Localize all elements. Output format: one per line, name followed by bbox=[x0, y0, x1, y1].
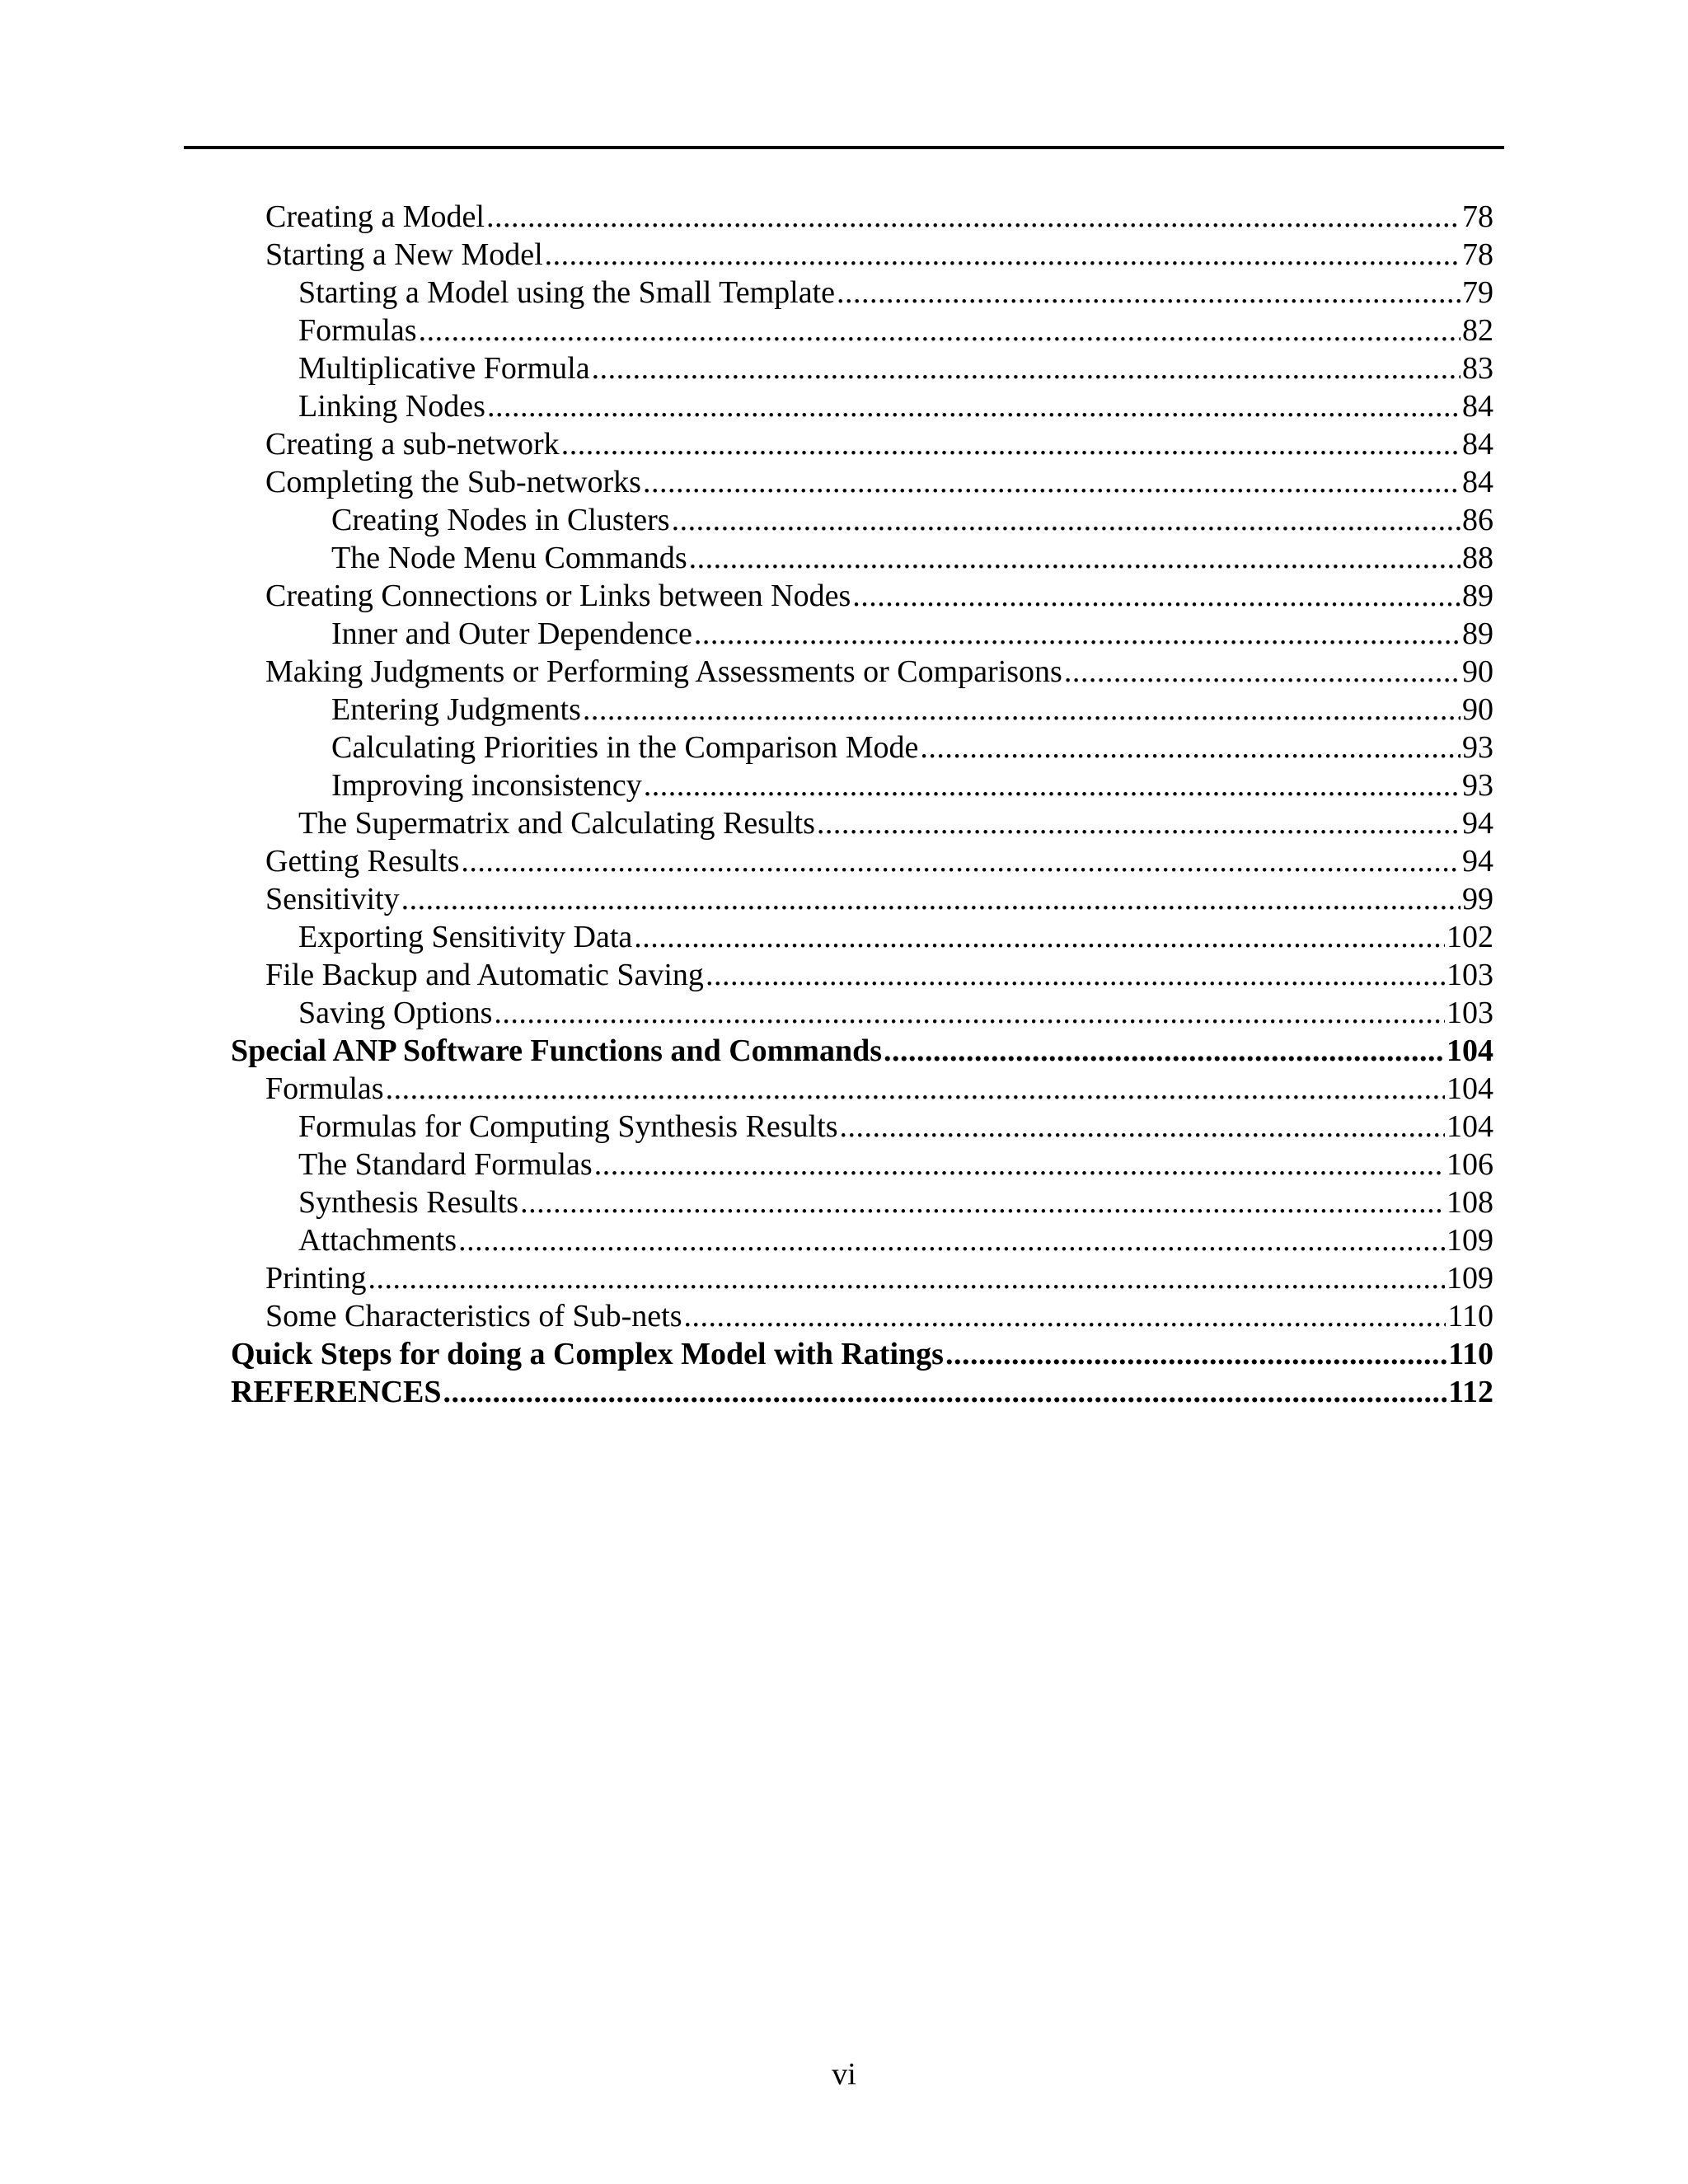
toc-entry-title: Inner and Outer Dependence bbox=[331, 616, 692, 651]
toc-entry[interactable] bbox=[231, 236, 1493, 274]
toc-entry-title: The Standard Formulas bbox=[298, 1147, 593, 1182]
toc-leader-dots bbox=[689, 539, 1461, 577]
toc-entry-title: Entering Judgments bbox=[331, 692, 581, 727]
toc-entry-title: The Supermatrix and Calculating Results bbox=[298, 806, 815, 841]
toc-entry-title: Improving inconsistency bbox=[331, 768, 642, 803]
toc-leader-dots bbox=[643, 463, 1461, 501]
toc-entry-page: 82 bbox=[1462, 313, 1493, 348]
toc-leader-dots bbox=[837, 274, 1461, 312]
toc-entry[interactable] bbox=[231, 1297, 1493, 1335]
toc-entry-title: Synthesis Results bbox=[298, 1185, 519, 1220]
toc-leader-dots bbox=[520, 1183, 1445, 1221]
toc-entry-title: Formulas bbox=[298, 313, 417, 348]
toc-entry-title: Some Characteristics of Sub-nets bbox=[265, 1299, 682, 1333]
toc-entry-page: 84 bbox=[1462, 427, 1493, 462]
toc-leader-dots bbox=[494, 994, 1445, 1032]
toc-entry-title: Formulas for Computing Synthesis Results bbox=[298, 1109, 838, 1144]
toc-leader-dots bbox=[706, 956, 1445, 994]
toc-leader-dots bbox=[634, 918, 1445, 956]
toc-entry[interactable] bbox=[231, 1146, 1493, 1183]
toc-entry[interactable] bbox=[231, 274, 1493, 312]
toc-entry[interactable] bbox=[231, 387, 1493, 425]
toc-entry[interactable] bbox=[231, 956, 1493, 994]
toc-entry-page: 90 bbox=[1462, 692, 1493, 727]
toc-entry-page: 89 bbox=[1462, 579, 1493, 613]
toc-leader-dots bbox=[945, 1335, 1447, 1373]
toc-entry-title: Creating a Model bbox=[265, 199, 485, 234]
toc-entry-title: Quick Steps for doing a Complex Model with Ratings bbox=[231, 1337, 944, 1371]
toc-entry-title: Exporting Sensitivity Data bbox=[298, 920, 633, 954]
toc-leader-dots bbox=[884, 1032, 1445, 1070]
toc-entry-title: File Backup and Automatic Saving bbox=[265, 958, 704, 992]
toc-entry[interactable] bbox=[231, 1259, 1493, 1297]
toc-leader-dots bbox=[684, 1297, 1447, 1335]
toc-entry-page: 86 bbox=[1462, 503, 1493, 537]
toc-entry-page: 90 bbox=[1462, 654, 1493, 689]
toc-leader-dots bbox=[561, 425, 1461, 463]
header-rule bbox=[184, 146, 1504, 149]
toc-entry-title: Starting a New Model bbox=[265, 237, 543, 272]
toc-entry-title: Creating a sub-network bbox=[265, 427, 560, 462]
toc-entry-title: Creating Connections or Links between Nodes bbox=[265, 579, 851, 613]
toc-entry[interactable] bbox=[231, 1221, 1493, 1259]
toc-entry-page: 94 bbox=[1462, 806, 1493, 841]
toc-entry-page: 93 bbox=[1462, 768, 1493, 803]
toc-entry[interactable] bbox=[231, 501, 1493, 539]
toc-entry-title: Linking Nodes bbox=[298, 389, 485, 424]
table-of-contents bbox=[231, 198, 1493, 1411]
toc-entry[interactable] bbox=[231, 349, 1493, 387]
toc-entry-page: 83 bbox=[1462, 351, 1493, 386]
toc-entry-page: 78 bbox=[1462, 237, 1493, 272]
toc-entry[interactable] bbox=[231, 198, 1493, 236]
toc-entry-title: Making Judgments or Performing Assessments or Comparisons bbox=[265, 654, 1062, 689]
toc-entry-page: 112 bbox=[1448, 1375, 1493, 1409]
toc-entry[interactable] bbox=[231, 615, 1493, 653]
toc-entry-page: 84 bbox=[1462, 465, 1493, 499]
toc-entry[interactable] bbox=[231, 653, 1493, 691]
toc-entry-page: 84 bbox=[1462, 389, 1493, 424]
toc-leader-dots bbox=[644, 766, 1461, 804]
toc-entry-title: Calculating Priorities in the Comparison Mode bbox=[331, 730, 919, 765]
toc-entry-title: Sensitivity bbox=[265, 882, 400, 916]
toc-entry[interactable] bbox=[231, 312, 1493, 349]
toc-leader-dots bbox=[839, 1108, 1445, 1146]
toc-entry-page: 109 bbox=[1447, 1223, 1493, 1258]
toc-entry[interactable] bbox=[231, 1183, 1493, 1221]
toc-entry-page: 108 bbox=[1447, 1185, 1493, 1220]
toc-leader-dots bbox=[401, 880, 1461, 918]
toc-entry-title: REFERENCES bbox=[231, 1375, 442, 1409]
toc-entry-title: Printing bbox=[265, 1261, 367, 1296]
toc-entry-page: 79 bbox=[1462, 275, 1493, 310]
toc-entry-title: Multiplicative Formula bbox=[298, 351, 590, 386]
toc-entry[interactable] bbox=[231, 1108, 1493, 1146]
toc-entry-title: Saving Options bbox=[298, 996, 493, 1030]
toc-entry-page: 102 bbox=[1447, 920, 1493, 954]
toc-entry-title: Attachments bbox=[298, 1223, 457, 1258]
page-number: vi bbox=[832, 2057, 856, 2092]
toc-entry[interactable] bbox=[231, 994, 1493, 1032]
toc-leader-dots bbox=[486, 198, 1461, 236]
toc-entry[interactable] bbox=[231, 918, 1493, 956]
toc-leader-dots bbox=[594, 1146, 1445, 1183]
toc-entry[interactable] bbox=[231, 463, 1493, 501]
toc-leader-dots bbox=[386, 1070, 1445, 1108]
toc-entry[interactable] bbox=[231, 1373, 1493, 1411]
toc-leader-dots bbox=[443, 1373, 1447, 1411]
toc-entry-page: 104 bbox=[1447, 1033, 1493, 1068]
toc-leader-dots bbox=[419, 312, 1461, 349]
toc-leader-dots bbox=[487, 387, 1461, 425]
toc-entry-page: 103 bbox=[1447, 996, 1493, 1030]
toc-entry-page: 104 bbox=[1447, 1071, 1493, 1106]
toc-entry-title: Starting a Model using the Small Template bbox=[298, 275, 835, 310]
toc-leader-dots bbox=[694, 615, 1461, 653]
toc-entry[interactable] bbox=[231, 577, 1493, 615]
toc-entry-page: 78 bbox=[1462, 199, 1493, 234]
toc-entry-title: Creating Nodes in Clusters bbox=[331, 503, 670, 537]
toc-entry[interactable] bbox=[231, 729, 1493, 766]
toc-entry-title: Getting Results bbox=[265, 844, 460, 879]
toc-entry[interactable] bbox=[231, 691, 1493, 729]
toc-leader-dots bbox=[583, 691, 1461, 729]
toc-leader-dots bbox=[672, 501, 1461, 539]
toc-leader-dots bbox=[592, 349, 1461, 387]
toc-entry-page: 94 bbox=[1462, 844, 1493, 879]
toc-entry[interactable] bbox=[231, 539, 1493, 577]
toc-entry-page: 88 bbox=[1462, 541, 1493, 575]
toc-entry-title: The Node Menu Commands bbox=[331, 541, 687, 575]
toc-entry-title: Special ANP Software Functions and Commands bbox=[231, 1033, 883, 1068]
toc-entry[interactable] bbox=[231, 425, 1493, 463]
toc-leader-dots bbox=[817, 804, 1461, 842]
toc-entry-page: 110 bbox=[1447, 1299, 1493, 1333]
toc-entry-title: Formulas bbox=[265, 1071, 384, 1106]
toc-entry[interactable] bbox=[231, 1070, 1493, 1108]
toc-leader-dots bbox=[368, 1259, 1445, 1297]
toc-entry[interactable] bbox=[231, 766, 1493, 804]
toc-entry-page: 93 bbox=[1462, 730, 1493, 765]
toc-entry[interactable] bbox=[231, 1032, 1493, 1070]
toc-entry[interactable] bbox=[231, 880, 1493, 918]
toc-entry[interactable] bbox=[231, 1335, 1493, 1373]
toc-entry-page: 106 bbox=[1447, 1147, 1493, 1182]
toc-entry-page: 109 bbox=[1447, 1261, 1493, 1296]
toc-leader-dots bbox=[1064, 653, 1461, 691]
toc-leader-dots bbox=[458, 1221, 1445, 1259]
toc-entry-page: 103 bbox=[1447, 958, 1493, 992]
toc-entry-page: 104 bbox=[1447, 1109, 1493, 1144]
toc-entry-page: 89 bbox=[1462, 616, 1493, 651]
toc-leader-dots bbox=[852, 577, 1461, 615]
toc-entry-title: Completing the Sub-networks bbox=[265, 465, 641, 499]
toc-entry-page: 110 bbox=[1448, 1337, 1493, 1371]
toc-entry[interactable] bbox=[231, 804, 1493, 842]
toc-leader-dots bbox=[920, 729, 1461, 766]
toc-leader-dots bbox=[545, 236, 1461, 274]
toc-entry[interactable] bbox=[231, 842, 1493, 880]
toc-entry-page: 99 bbox=[1462, 882, 1493, 916]
toc-leader-dots bbox=[461, 842, 1461, 880]
